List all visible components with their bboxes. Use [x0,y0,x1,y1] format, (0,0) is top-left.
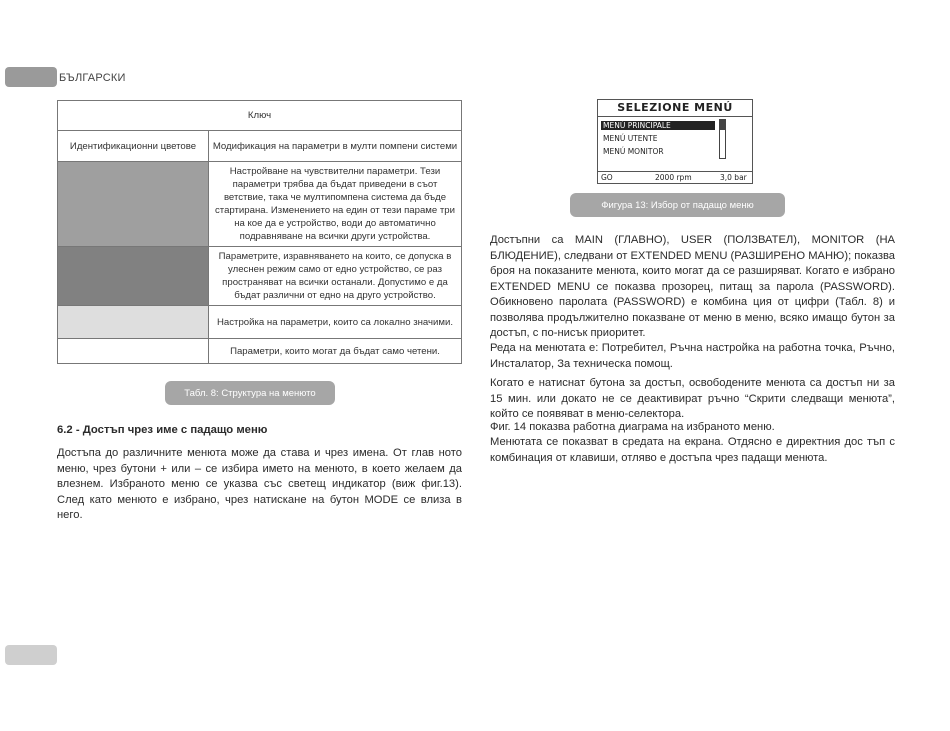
table-row [58,339,462,364]
lcd-menu-item-selected: MENÚ PRINCIPALE [601,121,715,130]
color-swatch-white [58,339,209,364]
lcd-menu-display [597,99,753,184]
table-cell-description: Настройка на параметри, които са локално значими. [209,306,462,339]
lcd-title: SELEZIONE MENÚ [617,101,733,114]
table-row [58,131,462,162]
table-row [58,306,462,339]
lcd-scrollbar [719,119,726,159]
section-title: 6.2 - Достъп чрез име с падащо меню [57,424,268,436]
lcd-status-left: GO [601,173,613,182]
table-cell-description: Параметри, които могат да бъдат само четени. [209,339,462,364]
lcd-menu-item: MENÚ UTENTE [603,134,658,143]
table-row [58,247,462,306]
body-paragraph: Фиг. 14 показва работна диаграма на избраното меню. [490,421,775,433]
column-modification-header: Модификация на параметри в мулти помпени системи [209,131,462,162]
page-tab-marker [5,67,57,87]
color-swatch-light-gray [58,306,209,339]
table-row [58,162,462,247]
page-tab-marker [5,645,57,665]
color-swatch-darker-gray [58,247,209,306]
lcd-status-pressure: 3,0 bar [720,173,747,182]
body-paragraph: Когато е натиснат бутона за достъп, освободените менюта са достъп ни за 15 мин. или докато не се деактивират ръчно “Скрити следващи менюта”, който се появяват в меню-селектора. [490,377,895,420]
table-caption: Табл. 8: Структура на менюто [165,381,335,405]
body-paragraph: Достъпни са MAIN (ГЛАВНО), USER (ПОЛЗВАТЕЛ), MONITOR (НА БЛЮДЕНИЕ), следвани от EXTENDED MENU (РАЗШИРЕНО МАНЮ); показва броя на показаните менюта, които могат да се разширяват. Когато е избрано EXTENDED MENU се показва прозорец, питащ за парола (PASSWORD). Обикновено паролата (PASSWORD) е комбина ция от цифри (Табл. 8) и позволява продължително показване от меню в меню, всяко имащо бутон за достъп, с по-нисък приоритет. [490,234,895,339]
lcd-scrollbar-thumb [720,120,725,130]
table-cell-description: Настройване на чувствителни параметри. Тези параметри трябва да бъдат приведени в съот ветствие, така че мултипомпена система да бъде стартирана. Изменението на един от тези параме три на кое да е устройство, води до автоматично подравняване на всички други устройства. [209,162,462,247]
table-header-row [58,101,462,131]
lcd-divider [598,116,752,117]
menu-structure-table [57,100,462,364]
color-swatch-dark-gray [58,162,209,247]
body-paragraph: Менютата се показват в средата на екрана. Отдясно е директния дос тъп с комбинация от клавиши, отляво е достъпа чрез падащи менюта. [490,436,895,464]
figure-caption: Фигура 13: Избор от падащо меню [570,193,785,217]
column-identification-header: Идентификационни цветове [58,131,209,162]
language-label: БЪЛГАРСКИ [59,72,126,84]
section-paragraph: Достъпа до различните менюта може да става и чрез имена. От глав ното меню, чрез бутони + или – се избира името на менюто, в което желаем да влезнем. Избраното меню се указва със светещ индикатор (виж фиг.13). След като менюто е избрано, чрез натискане на бутон MODE се влиза в него. [57,447,462,521]
lcd-menu-item: MENÚ MONITOR [603,147,664,156]
table-title: Ключ [58,101,462,131]
table-cell-description: Параметрите, изравняването на които, се допуска в улеснен режим само от едно устройство, се раз пространяват на всички останали. Допустимо е да бъдат различни от едно на друго устройство. [209,247,462,306]
lcd-status-speed: 2000 rpm [655,173,692,182]
lcd-divider [598,171,752,172]
body-paragraph: Реда на менютата е: Потребител, Ръчна настройка на работна точка, Ръчно, Инсталатор, За техническа помощ. [490,342,895,370]
